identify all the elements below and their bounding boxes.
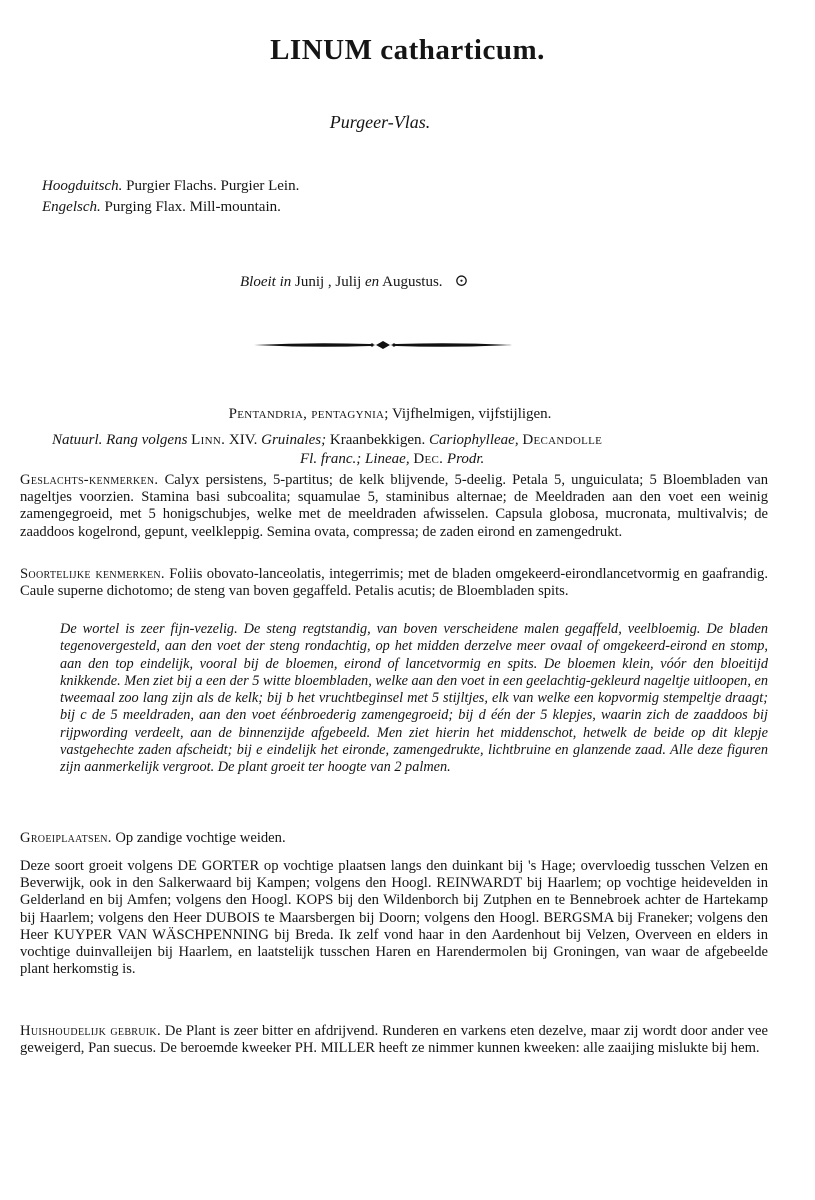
distribution: Deze soort groeit volgens DE GORTER op vochtige plaatsen langs den duinkant bij 's Hage; overvloedig tusschen Velzen en Beverwijk, ook in den Salkerwaard bij Kampen; volgens den Hoogl. REINWARDT bij Haarlem; op vochtige heidevelden in Gelderland en bij Amfen; volgens den Hoogl. KOPS bij den Wildenborch bij Zutphen en te Bennebroek achter de Hartekamp bij Haarlem; volgens den Heer DUBOIS te Maarsbergen bij Doorn; volgens den Hoogl. BERGSMA bij Franeker; volgens den Heer KUYPER VAN WÄSCHPENNING bij Breda. Ik zelf vond haar in den Aardenhout bij Velzen, Overveen en elders in vochtige duinvalleijen bij Haarlem, en laatstelijk tusschen Haren en Harendermolen bij Groningen, van waar de afgebeelde plant herkomstig is. [20,858,768,978]
plant-description: De wortel is zeer fijn-vezelig. De steng regtstandig, van boven verscheidene malen gegaffeld, veelbloemig. De bladen tegenovergesteld, aan den voet der steng rondachtig, op het midden derzelve meer ovaal of omgekeerd-eirond en stomp, aan den top eindelijk, vooral bij de bloemen, eirond of lancetvormig en spits. De bloemen klein, vóór den bloeitijd knikkende. Men ziet bij a een der 5 witte bloembladen, welke aan den voet in een geelachtig-gekleurd nageltje uitloopen, en tweemaal zoo lang zijn als de kelk; bij b het vruchtbeginsel met 5 stijltjes, elk van welke een kopvormig stempeltje draagt; bij c de 5 meeldraden, aan den voet éénbroederig zamengegroeid; bij d één der 5 klepjes, waarin zich de zaaddoos bij rijpwording verdeelt, aan de binnenzijde afgebeeld. Men ziet hierin het middenschot, hetwelk de beide op dit klepje vastgehechte zaden afscheidt; bij e eindelijk het eironde, zamengedrukte, lichtbruine en glanzende zaad. Alle deze figuren zijn aanmerkelijk vergroot. De plant groeit ter hoogte van 2 palmen. [60,621,768,776]
order-dutch: Kraanbekkigen. [329,432,426,448]
flora-francaise: Fl. franc.; [300,451,362,467]
classification-dutch: ; Vijfhelmigen, vijfstijligen. [384,406,552,422]
species-name: catharticum. [380,34,545,66]
author-dec: Dec. [413,451,444,467]
habitat-heading: Groeiplaatsen. [20,830,112,846]
household-use-heading: Huishoudelijk gebruik. [20,1023,161,1039]
german-name-line [42,176,299,197]
page-title [0,34,815,67]
bloom-period [240,271,469,291]
english-name-line [42,197,299,218]
bloom-prefix: Bloeit in [240,274,292,290]
annual-symbol-icon: ⊙ [454,271,469,290]
linnaean-classification [0,406,780,423]
bloom-en: en [365,274,380,290]
ornament-divider-icon [252,338,514,352]
genus-characteristics [20,472,768,541]
species-characteristics [20,566,768,600]
household-use [20,1023,768,1057]
family-cariophylleae: Cariophylleae, [429,432,519,448]
genus-name: LINUM [270,34,373,66]
english-text: Purging Flax. Mill-mountain. [104,199,281,215]
classification-latin: Pentandria, pentagynia [228,406,385,422]
natural-rank-line-2 [52,450,752,469]
german-text: Purgier Flachs. Purgier Lein. [126,178,300,194]
linnaeus-abbr: Linn. [191,432,226,448]
genus-characteristics-text: Calyx persistens, 5-partitus; de kelk blijvende, 5-deelig. Petala 5, unguiculata; 5 Bloembladen van nageltjes voorzien. Stamina basi subcoalita; squamulae 5, staminibus alternae; de Meeldraden aan den voet een weinig zamengegroeid, met 5 honigschubjes, welke met de meeldraden afwisselen. Capsula globosa, mucronata, multivalvis; de zaaddoos kogelrond, gepunt, veelkleppig. Semina ovata, compressa; de zaden eirond en zamengedrukt. [20,472,768,540]
natural-rank-line-1 [52,431,752,450]
bloom-months: Junij , Julij [295,274,362,290]
author-decandolle: Decandolle [522,432,603,448]
genus-characteristics-heading: Geslachts-kenmerken. [20,472,159,488]
bloom-last: Augustus. [382,274,443,290]
household-use-text: De Plant is zeer bitter en afdrijvend. Runderen en varkens eten dezelve, maar zij wordt door ander vee geweigerd, Pan suecus. De beroemde kweeker PH. MILLER heeft ze nimmer kunnen kweeken: alle zaaijing mislukte bij hem. [20,1023,768,1057]
dutch-name: Purgeer-Vlas. [329,112,431,132]
natural-rank-label: Natuurl. Rang volgens [52,432,188,448]
species-characteristics-text: Foliis obovato-lanceolatis, integerrimis; met de bladen omgekeerd-eirondlancetvormig en gaafrandig. Caule superne dichotomo; de steng van boven gegaffeld. Petalis acutis; de Bloembladen spits. [20,566,768,600]
family-lineae: Lineae, [365,451,410,467]
prodromus-abbr: Prodr. [446,451,485,467]
habitat-text: Op zandige vochtige weiden. [115,830,286,846]
german-label: Hoogduitsch. [42,178,123,194]
natural-rank [52,431,752,469]
rank-number: XIV. [228,432,258,448]
species-characteristics-heading: Soortelijke kenmerken. [20,566,165,582]
vernacular-names [42,176,299,218]
order-gruinales: Gruinales; [261,432,327,448]
english-label: Engelsch. [42,199,101,215]
habitat [20,830,768,847]
